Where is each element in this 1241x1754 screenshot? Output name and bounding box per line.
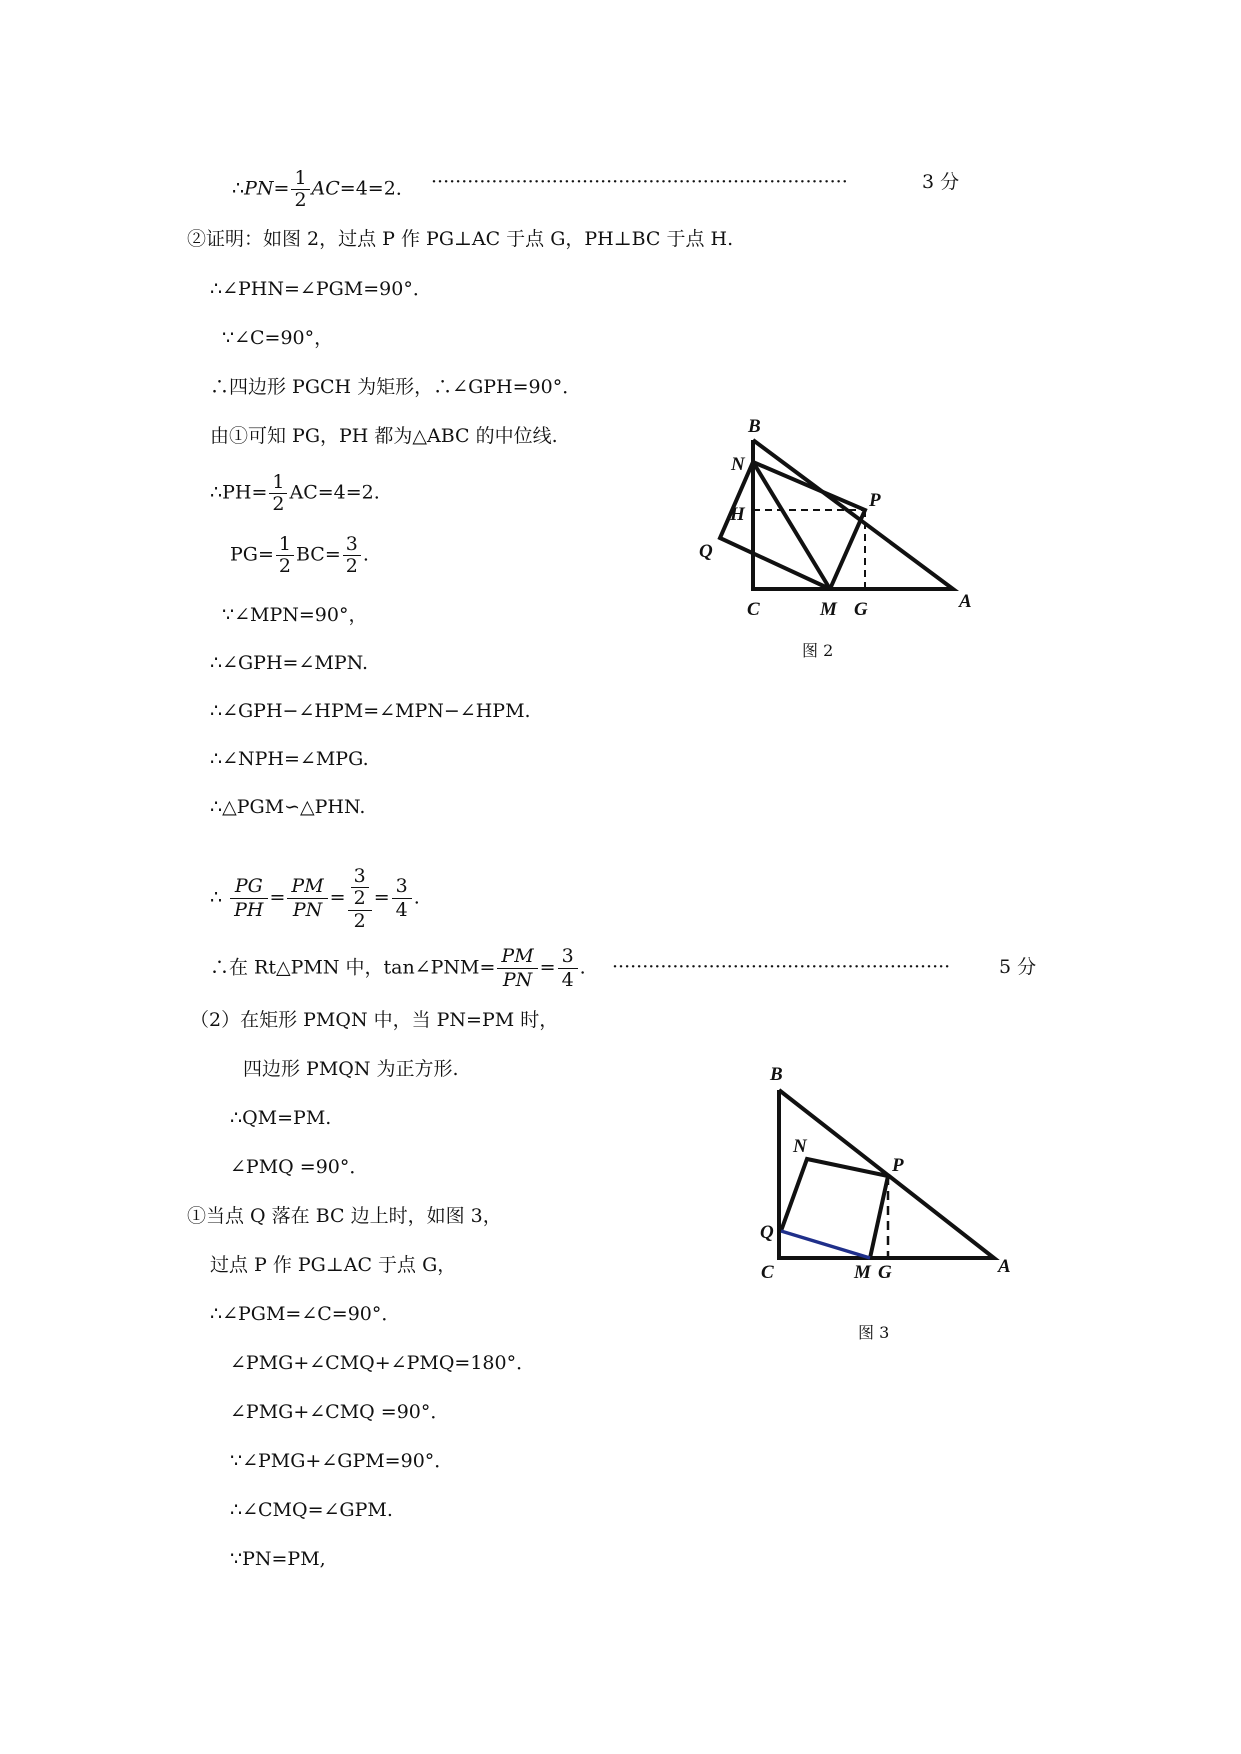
line-26: ∴∠CMQ=∠GPM.: [230, 1499, 393, 1521]
equals: =: [273, 177, 290, 200]
line-25: ∵∠PMG+∠GPM=90°．: [230, 1450, 454, 1472]
numerator: 3: [343, 534, 361, 556]
label-a: A: [998, 1256, 1011, 1277]
fraction-pm-pn: [287, 875, 327, 922]
fraction-half: [276, 534, 294, 577]
var-pn: PN: [244, 177, 274, 200]
figure-3-caption: 图 3: [858, 1323, 890, 1342]
score-5: [999, 955, 1036, 979]
denominator: PH: [234, 899, 264, 921]
label-q: Q: [760, 1222, 774, 1243]
score-leader-dots-1: [431, 170, 848, 194]
label-c: C: [747, 599, 760, 620]
denominator: 2: [294, 189, 307, 211]
period: .: [579, 956, 586, 979]
line-6: 由①可知 PG，PH 都为△ABC 的中位线.: [210, 425, 558, 447]
equals: =: [539, 956, 556, 979]
nested-numerator: [348, 865, 372, 911]
line-3: ∴∠PHN=∠PGM=90°．: [210, 278, 432, 300]
inner-fraction: [351, 866, 369, 909]
period: .: [413, 886, 420, 909]
score-3: [922, 170, 959, 194]
label-c: C: [761, 1262, 774, 1280]
line-22: ∴∠PGM=∠C=90°．: [210, 1303, 401, 1325]
therefore-symbol: ∴: [210, 886, 223, 909]
line-21: 过点 P 作 PG⊥AC 于点 G，: [210, 1254, 457, 1276]
numerator: 1: [276, 534, 294, 556]
fraction-three-quarters: [558, 945, 578, 992]
label-m: M: [854, 1262, 871, 1280]
fraction-three-halves: [343, 534, 361, 577]
numerator: 1: [269, 472, 287, 494]
score-leader-dots-2: [612, 955, 950, 979]
numerator: 3: [558, 945, 578, 969]
equals: =: [329, 886, 346, 909]
segment-qm: [781, 1231, 870, 1258]
label-n: N: [793, 1136, 807, 1157]
line-7: [210, 472, 380, 515]
label-g: G: [878, 1262, 892, 1280]
label-p: P: [892, 1155, 904, 1176]
label-q: Q: [699, 541, 713, 562]
denominator: 2: [353, 887, 366, 909]
line-17: 四边形 PMQN 为正方形.: [243, 1058, 459, 1080]
nested-fraction: [348, 865, 372, 932]
leader-dots: ·····································································: [431, 171, 848, 193]
fraction-half: [269, 472, 287, 515]
numerator: PM: [287, 875, 327, 899]
square-qnpm: [781, 1159, 888, 1258]
leader-dots: ························································: [612, 956, 951, 978]
line-10: ∴∠GPH=∠MPN.: [210, 652, 369, 674]
numerator: 3: [392, 875, 412, 899]
line-23: ∠PMG+∠CMQ+∠PMQ=180°．: [230, 1352, 536, 1374]
line-27: ∵PN=PM,: [230, 1548, 326, 1570]
fraction-pg-ph: [230, 875, 267, 922]
score-label: 3 分: [922, 171, 960, 193]
fraction-half: [291, 168, 309, 211]
therefore-symbol: ∴: [232, 177, 245, 200]
numerator: PM: [497, 945, 537, 969]
line-14: [210, 865, 420, 932]
value-text: =4=2．: [339, 177, 415, 200]
line-15: [210, 945, 586, 992]
line-19: ∠PMQ =90°．: [230, 1156, 369, 1178]
denominator: 2: [345, 555, 358, 577]
segment-nq-qm: [720, 462, 830, 589]
line-8: [230, 534, 369, 577]
numerator: 1: [291, 168, 309, 190]
label-b: B: [770, 1064, 783, 1085]
line-1: [232, 168, 415, 211]
denominator: 4: [395, 899, 408, 921]
denominator: PN: [292, 899, 323, 921]
label-a: A: [959, 591, 972, 612]
line-11: ∴∠GPH−∠HPM=∠MPN−∠HPM.: [210, 700, 531, 722]
figure-3: [740, 1050, 1040, 1280]
figure-2-caption: 图 2: [802, 641, 834, 660]
value-text: AC=4=2.: [289, 481, 380, 504]
score-label: 5 分: [999, 956, 1037, 978]
fraction-three-quarters: [392, 875, 412, 922]
fraction-pm-pn: [497, 945, 537, 992]
line-16: （2）在矩形 PMQN 中，当 PN=PM 时，: [190, 1009, 559, 1031]
equals: =: [373, 886, 390, 909]
denominator: PN: [502, 969, 533, 991]
pg-eq: PG=: [230, 543, 274, 566]
line-5: ∴四边形 PGCH 为矩形，∴∠GPH=90°．: [210, 376, 582, 398]
label-m: M: [820, 599, 837, 620]
line-9: ∵∠MPN=90°，: [222, 604, 368, 626]
numerator: PG: [230, 875, 267, 899]
line-20: ①当点 Q 落在 BC 边上时，如图 3，: [187, 1205, 502, 1227]
line-13: ∴△PGM∽△PHN.: [210, 796, 366, 818]
nested-denominator: 2: [353, 910, 366, 932]
equals: =: [269, 886, 286, 909]
denominator: 4: [561, 969, 574, 991]
numerator: 3: [351, 866, 369, 888]
line-18: ∴QM=PM.: [230, 1107, 332, 1129]
line-4: ∵∠C=90°，: [222, 327, 334, 349]
label-n: N: [731, 454, 745, 475]
denominator: 2: [278, 555, 291, 577]
line-2: ②证明：如图 2，过点 P 作 PG⊥AC 于点 G，PH⊥BC 于点 H.: [187, 228, 734, 250]
tan-expression: ∴在 Rt△PMN 中，tan∠PNM=: [210, 956, 496, 979]
figure-2: [680, 410, 980, 660]
label-h: H: [730, 504, 745, 525]
ph-eq: ∴PH=: [210, 481, 268, 504]
label-g: G: [854, 599, 868, 620]
line-12: ∴∠NPH=∠MPG.: [210, 748, 369, 770]
var-ac: AC: [311, 177, 340, 200]
label-p: P: [869, 490, 881, 511]
period: .: [362, 543, 369, 566]
bc-eq: BC=: [295, 543, 341, 566]
label-b: B: [748, 416, 761, 437]
denominator: 2: [272, 493, 285, 515]
line-24: ∠PMG+∠CMQ =90°．: [230, 1401, 450, 1423]
